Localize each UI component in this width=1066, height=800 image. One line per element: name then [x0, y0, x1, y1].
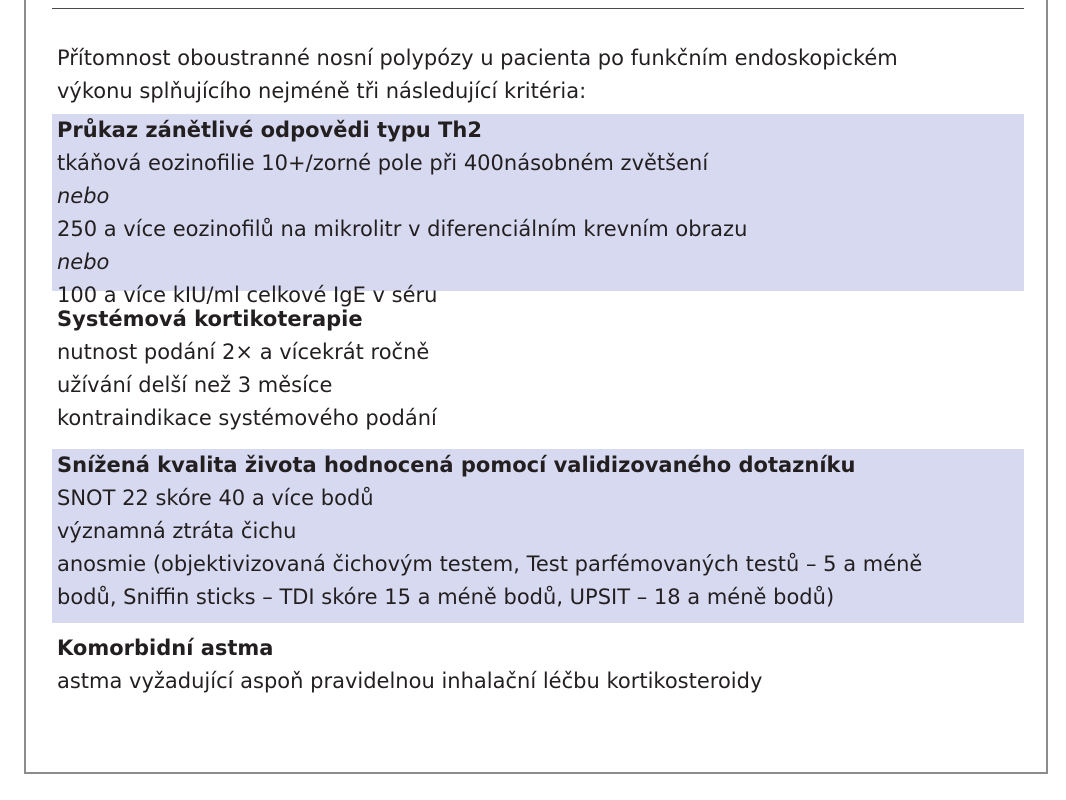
criterion-systemic-corticotherapy: [52, 303, 1024, 437]
criterion-or: nebo: [57, 184, 110, 208]
criterion-line: SNOT 22 skóre 40 a více bodů: [57, 486, 374, 510]
criterion-line: 100 a více kIU/ml celkové IgE v séru: [57, 283, 438, 307]
intro-line-2: výkonu splňujícího nejméně tři následující kritéria:: [57, 79, 587, 103]
intro-line-1: Přítomnost oboustranné nosní polypózy u pacienta po funkčním endoskopickém: [57, 46, 898, 70]
criterion-line: 250 a více eozinofilů na mikrolitr v diferenciálním krevním obrazu: [57, 217, 748, 241]
intro-paragraph: [52, 42, 1024, 108]
criterion-line: bodů, Sniffin sticks – TDI skóre 15 a méně bodů, UPSIT – 18 a méně bodů): [57, 585, 835, 609]
criterion-line: tkáňová eozinofilie 10+/zorné pole při 400násobném zvětšení: [57, 151, 709, 175]
criterion-line: užívání delší než 3 měsíce: [57, 373, 333, 397]
criterion-title: Snížená kvalita života hodnocená pomocí validizovaného dotazníku: [57, 453, 856, 477]
criterion-comorbid-asthma: [52, 632, 1024, 698]
top-rule: [52, 8, 1024, 9]
criterion-line: astma vyžadující aspoň pravidelnou inhalační léčbu kortikosteroidy: [57, 669, 763, 693]
criterion-line: anosmie (objektivizovaná čichovým testem, Test parfémovaných testů – 5 a méně: [57, 552, 923, 576]
criterion-title: Komorbidní astma: [57, 636, 274, 660]
criterion-title: Systémová kortikoterapie: [57, 307, 363, 331]
criterion-line: kontraindikace systémového podání: [57, 406, 437, 430]
criterion-line: významná ztráta čichu: [57, 519, 297, 543]
criterion-th2: [52, 114, 1024, 307]
criterion-title: Průkaz zánětlivé odpovědi typu Th2: [57, 118, 482, 142]
criterion-line: nutnost podání 2× a vícekrát ročně: [57, 340, 430, 364]
criteria-content: [52, 42, 1024, 698]
criterion-or: nebo: [57, 250, 110, 274]
criterion-quality-of-life: [52, 449, 1024, 623]
